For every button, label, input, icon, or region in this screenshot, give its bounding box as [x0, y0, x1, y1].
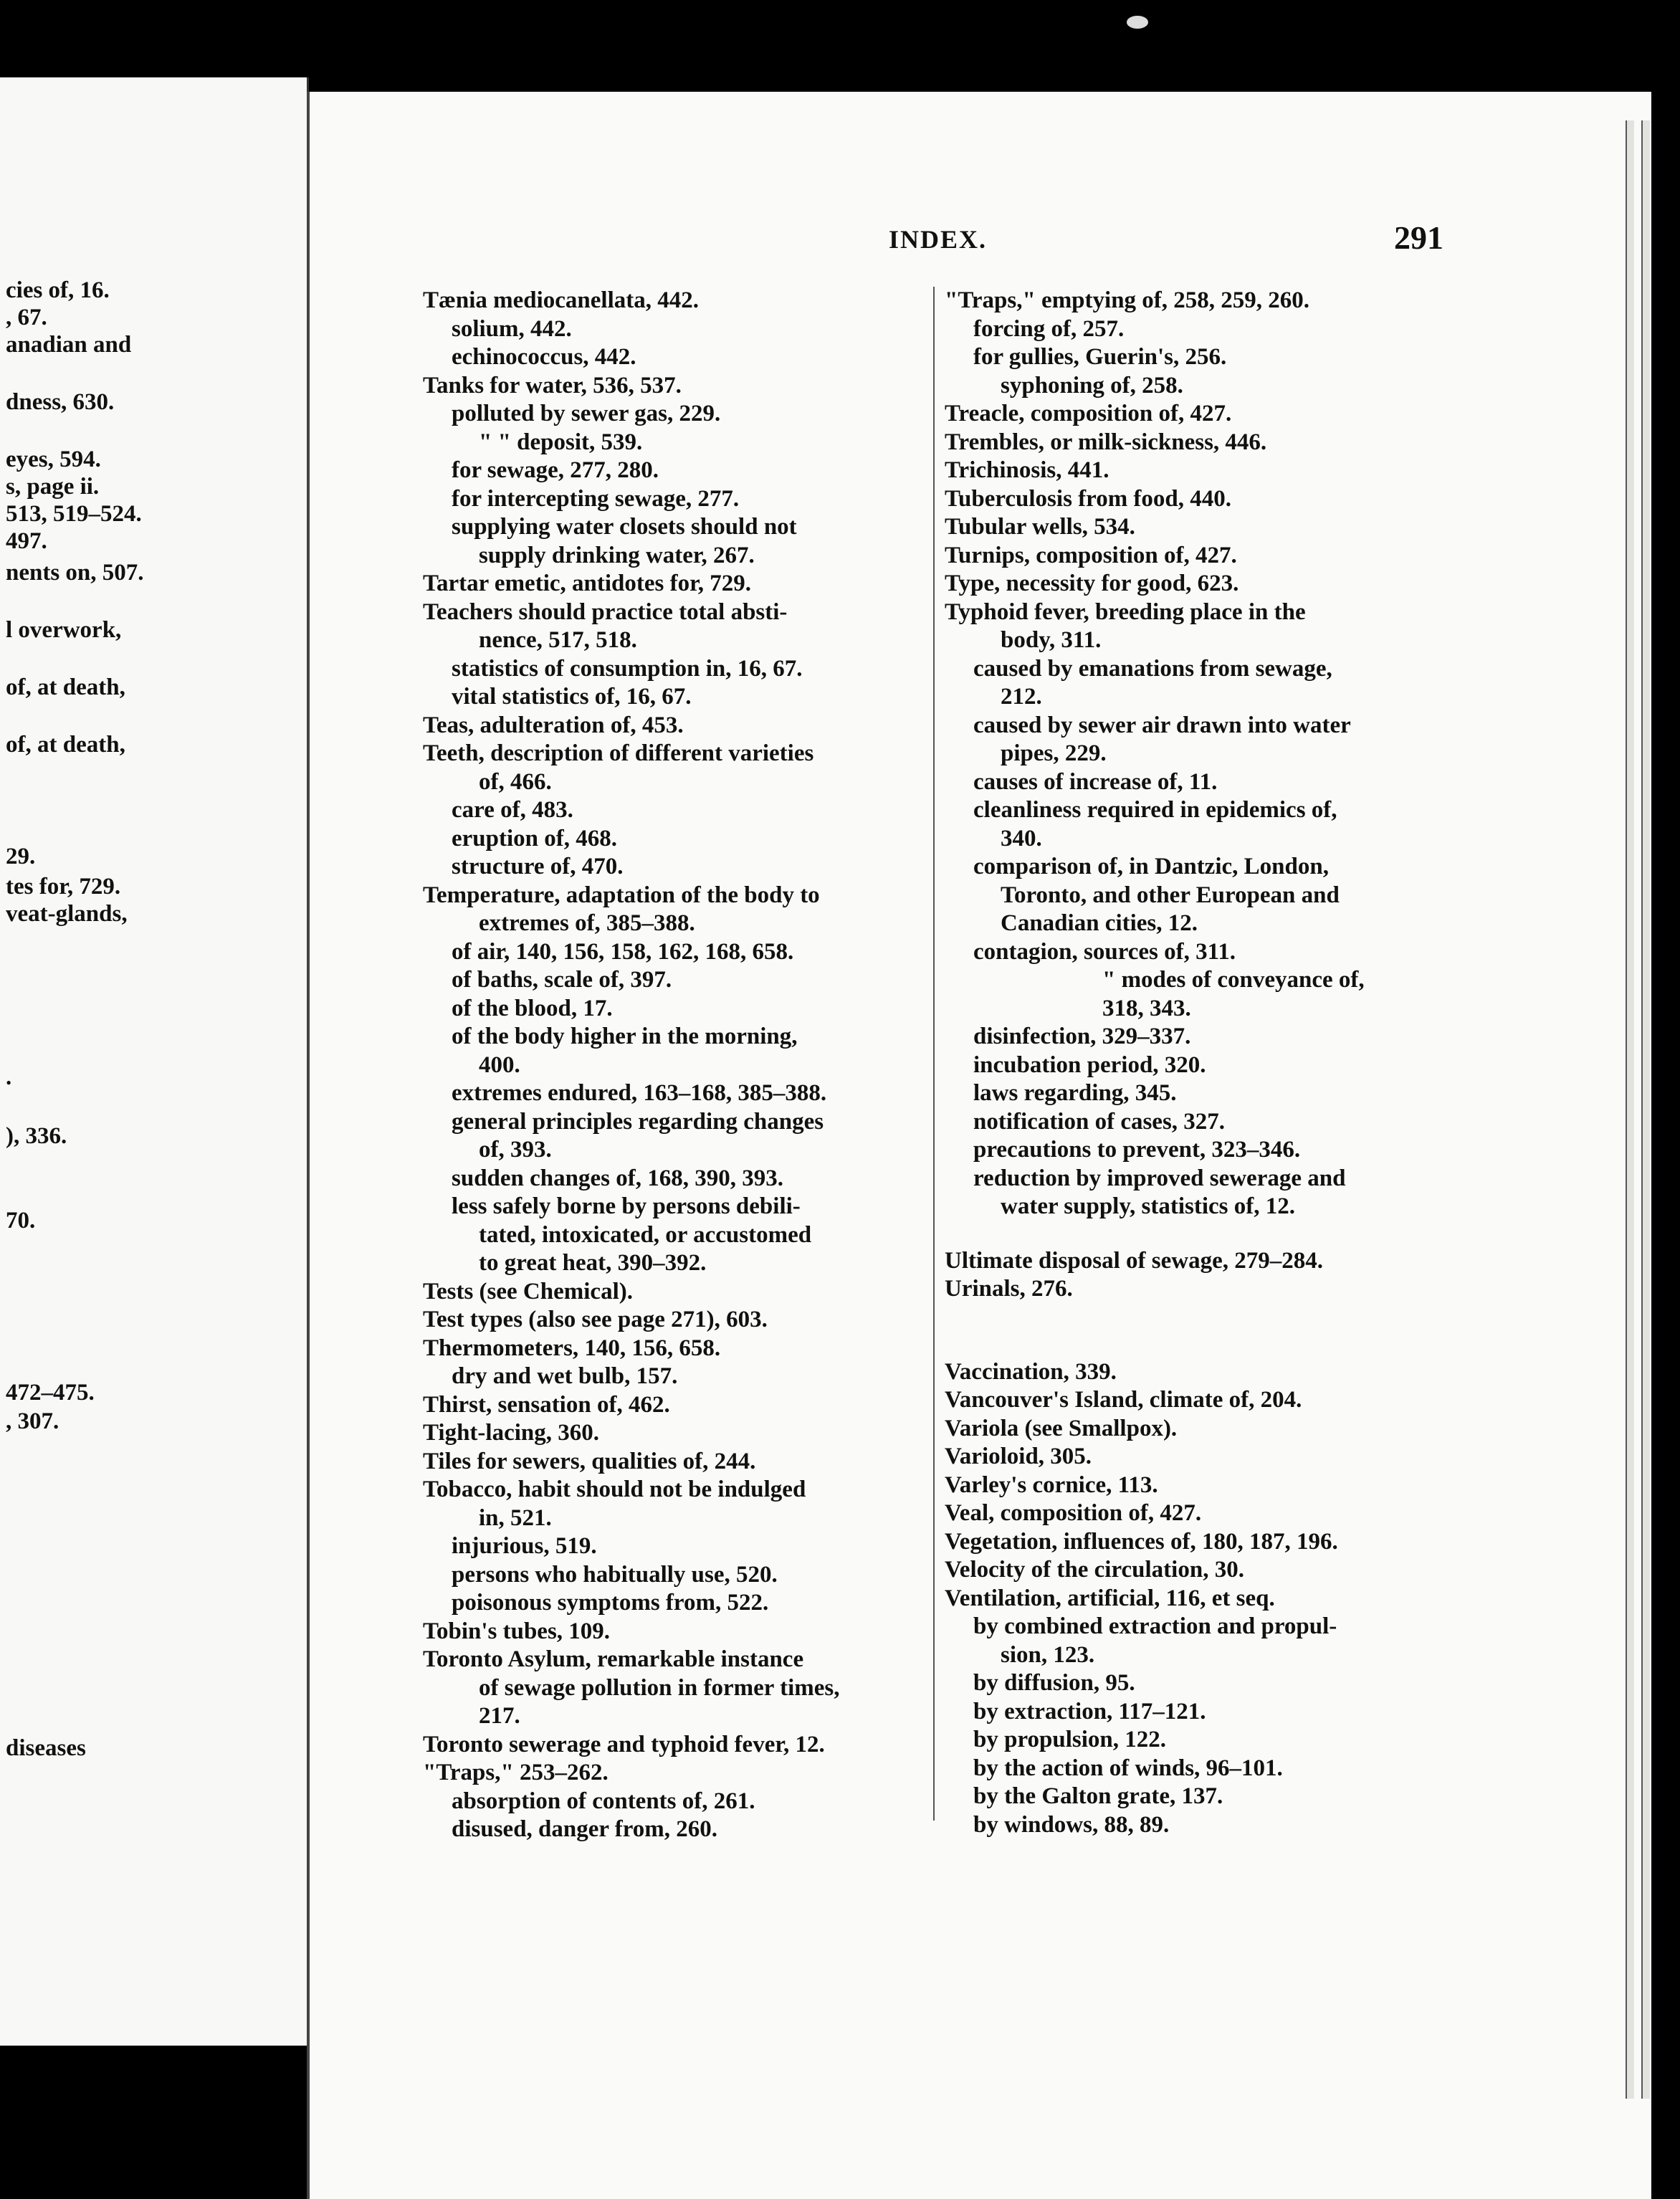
index-entry: Velocity of the circulation, 30. — [945, 1557, 1244, 1583]
page-number: 291 — [1394, 219, 1443, 256]
index-entry: by extraction, 117–121. — [973, 1699, 1206, 1725]
index-entry: statistics of consumption in, 16, 67. — [452, 656, 803, 682]
fragment-line: anadian and — [6, 332, 132, 358]
index-entry: echinococcus, 442. — [452, 344, 636, 370]
index-entry: polluted by sewer gas, 229. — [452, 401, 721, 426]
page-edge — [1626, 120, 1634, 2099]
index-entry: of air, 140, 156, 158, 162, 168, 658. — [452, 939, 794, 965]
index-entry: by combined extraction and propul- — [973, 1613, 1337, 1639]
index-entry: Toronto sewerage and typhoid fever, 12. — [423, 1732, 825, 1757]
index-entry: Trichinosis, 441. — [945, 457, 1109, 483]
index-entry: Typhoid fever, breeding place in the — [945, 599, 1306, 625]
index-entry: body, 311. — [1001, 627, 1102, 653]
index-entry: Tubular wells, 534. — [945, 514, 1135, 540]
index-entry: Teachers should practice total absti- — [423, 599, 788, 625]
fragment-line: ), 336. — [6, 1123, 67, 1149]
index-entry: Tartar emetic, antidotes for, 729. — [423, 571, 751, 596]
index-entry: Tænia mediocanellata, 442. — [423, 287, 699, 313]
fragment-line: 497. — [6, 528, 47, 554]
index-entry: by propulsion, 122. — [973, 1727, 1166, 1752]
running-title: INDEX. — [889, 225, 988, 254]
index-entry: for intercepting sewage, 277. — [452, 486, 740, 512]
index-entry: in, 521. — [479, 1505, 552, 1531]
index-entry: supplying water closets should not — [452, 514, 797, 540]
index-entry: supply drinking water, 267. — [479, 543, 755, 568]
index-entry: Tobacco, habit should not be indulged — [423, 1477, 806, 1502]
fragment-line: diseases — [6, 1735, 86, 1761]
index-entry: nence, 517, 518. — [479, 627, 637, 653]
index-entry: "Traps," emptying of, 258, 259, 260. — [945, 287, 1310, 313]
index-entry: less safely borne by persons debili- — [452, 1193, 801, 1219]
index-entry: of baths, scale of, 397. — [452, 967, 672, 993]
index-entry: for gullies, Guerin's, 256. — [973, 344, 1227, 370]
index-entry: Tanks for water, 536, 537. — [423, 373, 682, 399]
index-entry: absorption of contents of, 261. — [452, 1788, 755, 1814]
index-entry: Toronto, and other European and — [1001, 882, 1340, 908]
index-entry: Tiles for sewers, qualities of, 244. — [423, 1449, 756, 1474]
index-entry: Urinals, 276. — [945, 1276, 1073, 1302]
index-entry: Thermometers, 140, 156, 658. — [423, 1335, 721, 1361]
fragment-line: nents on, 507. — [6, 560, 144, 586]
index-entry: tated, intoxicated, or accustomed — [479, 1222, 812, 1248]
index-entry: Type, necessity for good, 623. — [945, 571, 1239, 596]
fragment-line: of, at death, — [6, 732, 125, 758]
index-entry: general principles regarding changes — [452, 1109, 824, 1135]
index-entry: Canadian cities, 12. — [1001, 910, 1198, 936]
index-entry: care of, 483. — [452, 797, 573, 823]
index-entry: water supply, statistics of, 12. — [1001, 1193, 1295, 1219]
index-entry: Ultimate disposal of sewage, 279–284. — [945, 1248, 1323, 1274]
index-entry: Teeth, description of different varieties — [423, 740, 814, 766]
index-entry: of sewage pollution in former times, — [479, 1675, 840, 1701]
fragment-line: tes for, 729. — [6, 874, 121, 900]
index-entry: caused by sewer air drawn into water — [973, 712, 1351, 738]
index-entry: disused, danger from, 260. — [452, 1816, 717, 1842]
fragment-line: . — [6, 1064, 12, 1090]
fragment-line: 70. — [6, 1208, 36, 1234]
index-entry: extremes of, 385–388. — [479, 910, 695, 936]
index-entry: Trembles, or milk-sickness, 446. — [945, 429, 1267, 455]
index-entry: by the Galton grate, 137. — [973, 1783, 1223, 1809]
index-entry: Turnips, composition of, 427. — [945, 543, 1237, 568]
fragment-line: eyes, 594. — [6, 447, 101, 472]
fragment-line: s, page ii. — [6, 474, 100, 500]
index-entry: forcing of, 257. — [973, 316, 1125, 342]
fragment-line: , 67. — [6, 305, 47, 330]
index-entry: precautions to prevent, 323–346. — [973, 1137, 1301, 1163]
fragment-line: 29. — [6, 844, 36, 869]
index-entry: Vegetation, influences of, 180, 187, 196. — [945, 1529, 1338, 1555]
index-entry: Vaccination, 339. — [945, 1359, 1117, 1385]
index-entry: pipes, 229. — [1001, 740, 1107, 766]
index-entry: syphoning of, 258. — [1001, 373, 1183, 399]
index-entry: Temperature, adaptation of the body to — [423, 882, 820, 908]
index-entry: Teas, adulteration of, 453. — [423, 712, 684, 738]
index-entry: of the body higher in the morning, — [452, 1024, 798, 1049]
index-entry: laws regarding, 345. — [973, 1080, 1177, 1106]
index-entry: notification of cases, 327. — [973, 1109, 1226, 1135]
page-edge — [1641, 120, 1650, 2099]
index-entry: Variola (see Smallpox). — [945, 1416, 1178, 1441]
index-entry: persons who habitually use, 520. — [452, 1562, 778, 1588]
fragment-line: of, at death, — [6, 674, 125, 700]
index-entry: disinfection, 329–337. — [973, 1024, 1191, 1049]
fragment-line: 472–475. — [6, 1380, 95, 1406]
fragment-line: , 307. — [6, 1408, 59, 1434]
index-entry: Veal, composition of, 427. — [945, 1500, 1202, 1526]
fragment-line: veat-glands, — [6, 901, 128, 927]
index-entry: incubation period, 320. — [973, 1052, 1206, 1078]
fragment-line: dness, 630. — [6, 389, 115, 415]
index-entry: of, 393. — [479, 1137, 552, 1163]
index-entry: by windows, 88, 89. — [973, 1812, 1170, 1838]
index-entry: structure of, 470. — [452, 854, 624, 879]
index-entry: Treacle, composition of, 427. — [945, 401, 1232, 426]
index-entry: Thirst, sensation of, 462. — [423, 1392, 670, 1418]
index-entry: Test types (also see page 271), 603. — [423, 1307, 768, 1332]
index-entry: solium, 442. — [452, 316, 572, 342]
index-entry: " " deposit, 539. — [479, 429, 643, 455]
index-entry: "Traps," 253–262. — [423, 1760, 608, 1785]
index-entry: 340. — [1001, 826, 1042, 852]
index-entry: to great heat, 390–392. — [479, 1250, 707, 1276]
index-entry: caused by emanations from sewage, — [973, 656, 1332, 682]
index-entry: vital statistics of, 16, 67. — [452, 684, 692, 710]
index-entry: Varioloid, 305. — [945, 1444, 1092, 1469]
index-entry: by diffusion, 95. — [973, 1670, 1135, 1696]
left-page-fragment — [0, 77, 309, 2046]
index-entry: for sewage, 277, 280. — [452, 457, 659, 483]
index-entry: contagion, sources of, 311. — [973, 939, 1236, 965]
index-entry: sion, 123. — [1001, 1642, 1095, 1668]
index-entry: 212. — [1001, 684, 1042, 710]
page-header — [0, 219, 1680, 262]
index-entry: Tuberculosis from food, 440. — [945, 486, 1232, 512]
index-entry: eruption of, 468. — [452, 826, 617, 852]
index-entry: sudden changes of, 168, 390, 393. — [452, 1165, 783, 1191]
index-entry: injurious, 519. — [452, 1533, 597, 1559]
index-entry: 400. — [479, 1052, 520, 1078]
fragment-line: cies of, 16. — [6, 277, 110, 303]
index-entry: Tests (see Chemical). — [423, 1279, 633, 1304]
index-entry: causes of increase of, 11. — [973, 769, 1218, 795]
index-entry: Tobin's tubes, 109. — [423, 1618, 611, 1644]
index-entry: " modes of conveyance of, — [1102, 967, 1365, 993]
index-entry: poisonous symptoms from, 522. — [452, 1590, 769, 1616]
index-entry: Toronto Asylum, remarkable instance — [423, 1646, 804, 1672]
fragment-line: l overwork, — [6, 617, 122, 643]
scan-speck — [1127, 16, 1148, 29]
fragment-line: 513, 519–524. — [6, 501, 142, 527]
index-entry: cleanliness required in epidemics of, — [973, 797, 1337, 823]
index-entry: dry and wet bulb, 157. — [452, 1363, 678, 1389]
index-entry: reduction by improved sewerage and — [973, 1165, 1346, 1191]
column-divider — [933, 287, 935, 1821]
index-entry: 217. — [479, 1703, 520, 1729]
index-entry: Vancouver's Island, climate of, 204. — [945, 1387, 1302, 1413]
index-entry: extremes endured, 163–168, 385–388. — [452, 1080, 827, 1106]
index-entry: 318, 343. — [1102, 996, 1191, 1021]
index-entry: Ventilation, artificial, 116, et seq. — [945, 1585, 1275, 1611]
index-entry: by the action of winds, 96–101. — [973, 1755, 1283, 1781]
index-entry: of the blood, 17. — [452, 996, 613, 1021]
index-entry: comparison of, in Dantzic, London, — [973, 854, 1329, 879]
index-entry: of, 466. — [479, 769, 552, 795]
index-entry: Varley's cornice, 113. — [945, 1472, 1158, 1498]
index-entry: Tight-lacing, 360. — [423, 1420, 600, 1446]
